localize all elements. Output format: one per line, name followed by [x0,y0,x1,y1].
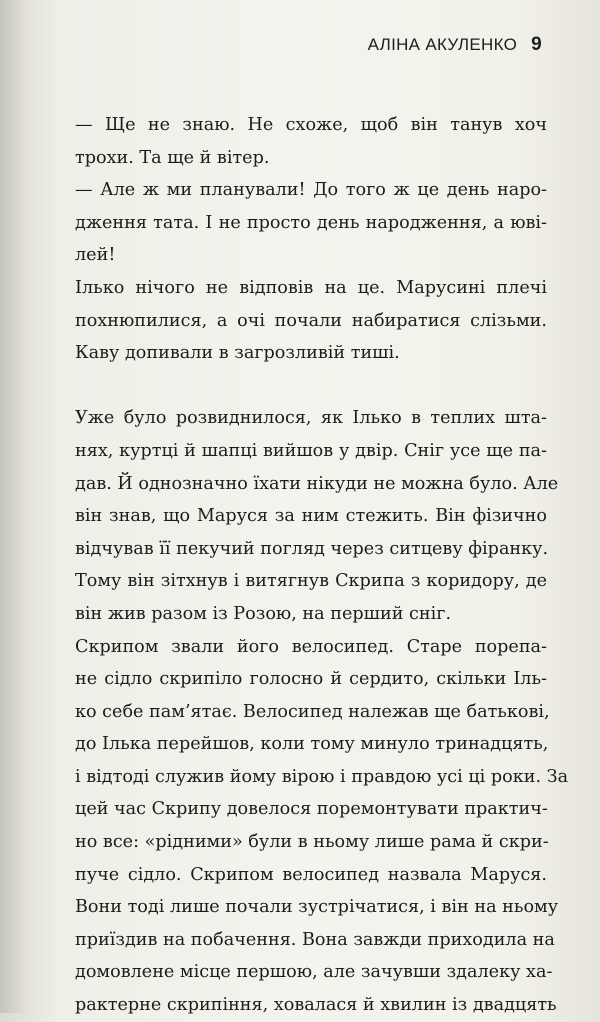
page-edge-shadow [0,0,30,1013]
text-line: Ілько нічого не відповів на це. Марусині плечі [75,277,547,298]
paragraph [75,109,547,174]
text-line: він знав, що Маруся за ним стежить. Він фізично [75,506,547,527]
text-line: лей! [75,245,116,266]
text-line: домовлене місце першою, але зачувши здалеку ха- [75,962,553,983]
paragraph [75,272,547,370]
text-line: приїздив на побачення. Вона завжди приходила на [75,929,555,950]
text-line: Каву допивали в загрозливій тиші. [75,343,400,364]
running-header [368,34,542,56]
paragraph [75,631,569,1022]
text-line: нях, куртці й шапці вийшов у двір. Сніг усе ще па- [75,440,547,461]
text-line: трохи. Та ще й вітер. [75,147,270,168]
text-line: дження тата. І не просто день народження, а ювi- [75,212,547,233]
body-text [75,109,569,1022]
text-line: похнюпилися, а очі почали набиратися слізьми. [75,310,547,331]
page-number: 9 [531,34,542,55]
paragraph [75,174,547,272]
text-line: — Ще не знаю. Не схоже, щоб він танув хоч [75,115,547,135]
text-line: цей час Скрипу довелося поремонтувати практич- [75,799,548,820]
author-name: АЛІНА АКУЛЕНКО [367,35,518,54]
text-line: рактерне скрипіння, ховалася й хвилин із двадцять [75,995,557,1016]
text-line: дав. Й однозначно їхати нікуди не можна було. Але [75,473,559,494]
text-line: Тому він зітхнув і витягнув Скрипа з коридору, де [75,571,547,592]
text-line: пуче сідло. Скрипом велосипед назвала Маруся. [75,864,547,885]
text-line: до Ілька перейшов, коли тому минуло тринадцять, [75,734,549,755]
paragraph [75,402,559,630]
text-line: ко себе пам’ятає. Велосипед належав ще батькові, [75,701,550,722]
paragraph-gap [75,370,547,403]
text-line: Вони тоді лише почали зустрічатися, і він на ньому [75,897,559,918]
text-line: і відтоді служив йому вірою і правдою усі ці роки. За [75,766,569,787]
text-line: не сідло скрипіло голосно й сердито, скільки Іль- [75,669,547,690]
text-line: відчував її пекучий погляд через ситцеву фіранку. [75,538,549,559]
text-line: — Але ж ми планували! До того ж це день наро- [75,180,547,201]
text-line: но все: «рідними» були в ньому лише рама й скри- [75,832,549,853]
text-line: Скрипом звали його велосипед. Старе порепа- [75,636,547,657]
text-line: Уже було розвиднилося, як Ілько в теплих шта- [75,408,547,429]
text-line: він жив разом із Розою, на перший сніг. [75,603,452,624]
